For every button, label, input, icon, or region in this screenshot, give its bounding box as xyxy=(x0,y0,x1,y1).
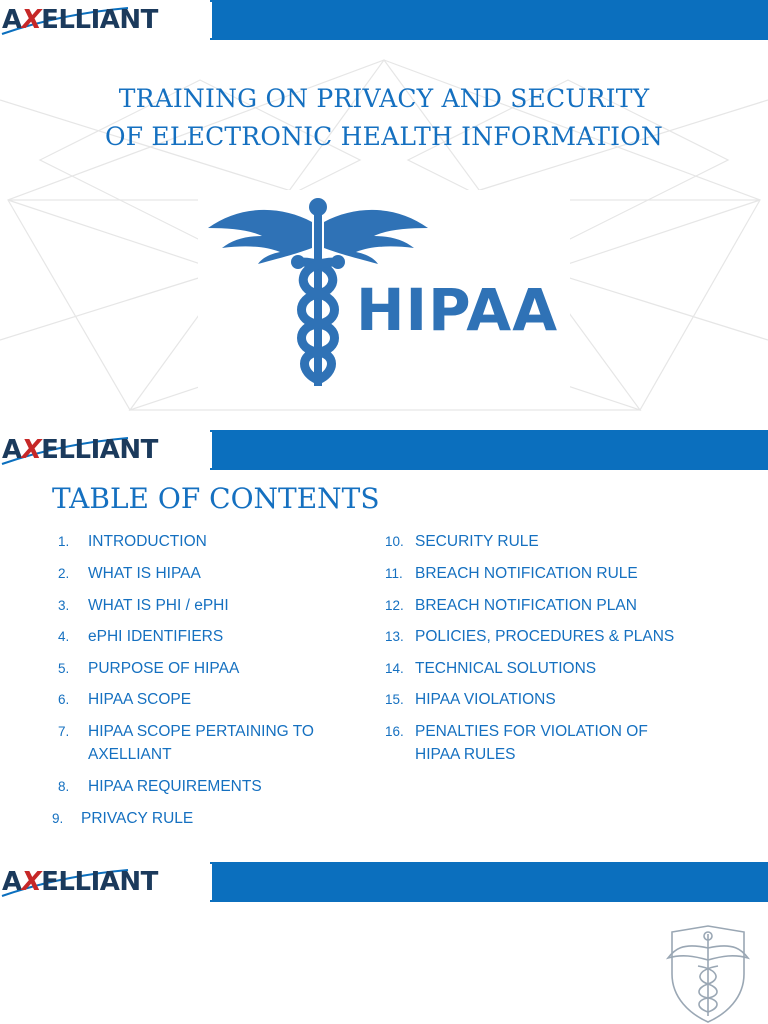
hipaa-emblem xyxy=(198,190,570,395)
toc-item-3: 3. WHAT IS PHI / ePHI xyxy=(58,597,229,614)
header-bar xyxy=(0,862,768,902)
toc-item-14: 14. TECHNICAL SOLUTIONS xyxy=(385,660,597,677)
axelliant-logo: AXELLIANT xyxy=(0,432,212,468)
toc-item-9: 9. PRIVACY RULE xyxy=(52,810,194,827)
toc-item-5: 5. PURPOSE OF HIPAA xyxy=(58,660,240,677)
toc-item-16: 16. PENALTIES FOR VIOLATION OF HIPAA RULES xyxy=(385,723,648,763)
header-accent-bar xyxy=(210,0,768,40)
toc-item-6: 6. HIPAA SCOPE xyxy=(58,691,192,708)
header-accent-bar xyxy=(210,430,768,470)
toc-item-10: 10. SECURITY RULE xyxy=(385,533,539,550)
slide-table-of-contents xyxy=(0,430,768,862)
slide-title xyxy=(0,0,768,430)
toc-item-13: 13. POLICIES, PROCEDURES & PLANS xyxy=(385,628,675,645)
toc-item-12: 12. BREACH NOTIFICATION PLAN xyxy=(385,597,637,614)
hipaa-emblem-text: HIPAA xyxy=(356,276,559,344)
toc-item-15: 15. HIPAA VIOLATIONS xyxy=(385,691,556,708)
header-bar xyxy=(0,0,768,40)
toc-item-7: 7. HIPAA SCOPE PERTAINING TO AXELLIANT xyxy=(58,723,314,763)
axelliant-logo: AXELLIANT xyxy=(0,864,212,900)
toc-heading: TABLE OF CONTENTS xyxy=(52,482,380,515)
medical-shield-icon xyxy=(662,924,754,1024)
header-accent-bar xyxy=(210,862,768,902)
toc-item-2: 2. WHAT IS HIPAA xyxy=(58,565,201,582)
header-bar xyxy=(0,430,768,470)
toc-item-4: 4. ePHI IDENTIFIERS xyxy=(58,628,224,645)
slide-partial xyxy=(0,862,768,1024)
toc-item-1: 1. INTRODUCTION xyxy=(58,533,207,550)
toc-item-11: 11. BREACH NOTIFICATION RULE xyxy=(385,565,638,582)
axelliant-logo: AXELLIANT xyxy=(0,2,212,38)
toc-item-8: 8. HIPAA REQUIREMENTS xyxy=(58,778,262,795)
slide-title-text: TRAINING ON PRIVACY AND SECURITY OF ELECTRONIC HEALTH INFORMATION xyxy=(105,84,663,151)
